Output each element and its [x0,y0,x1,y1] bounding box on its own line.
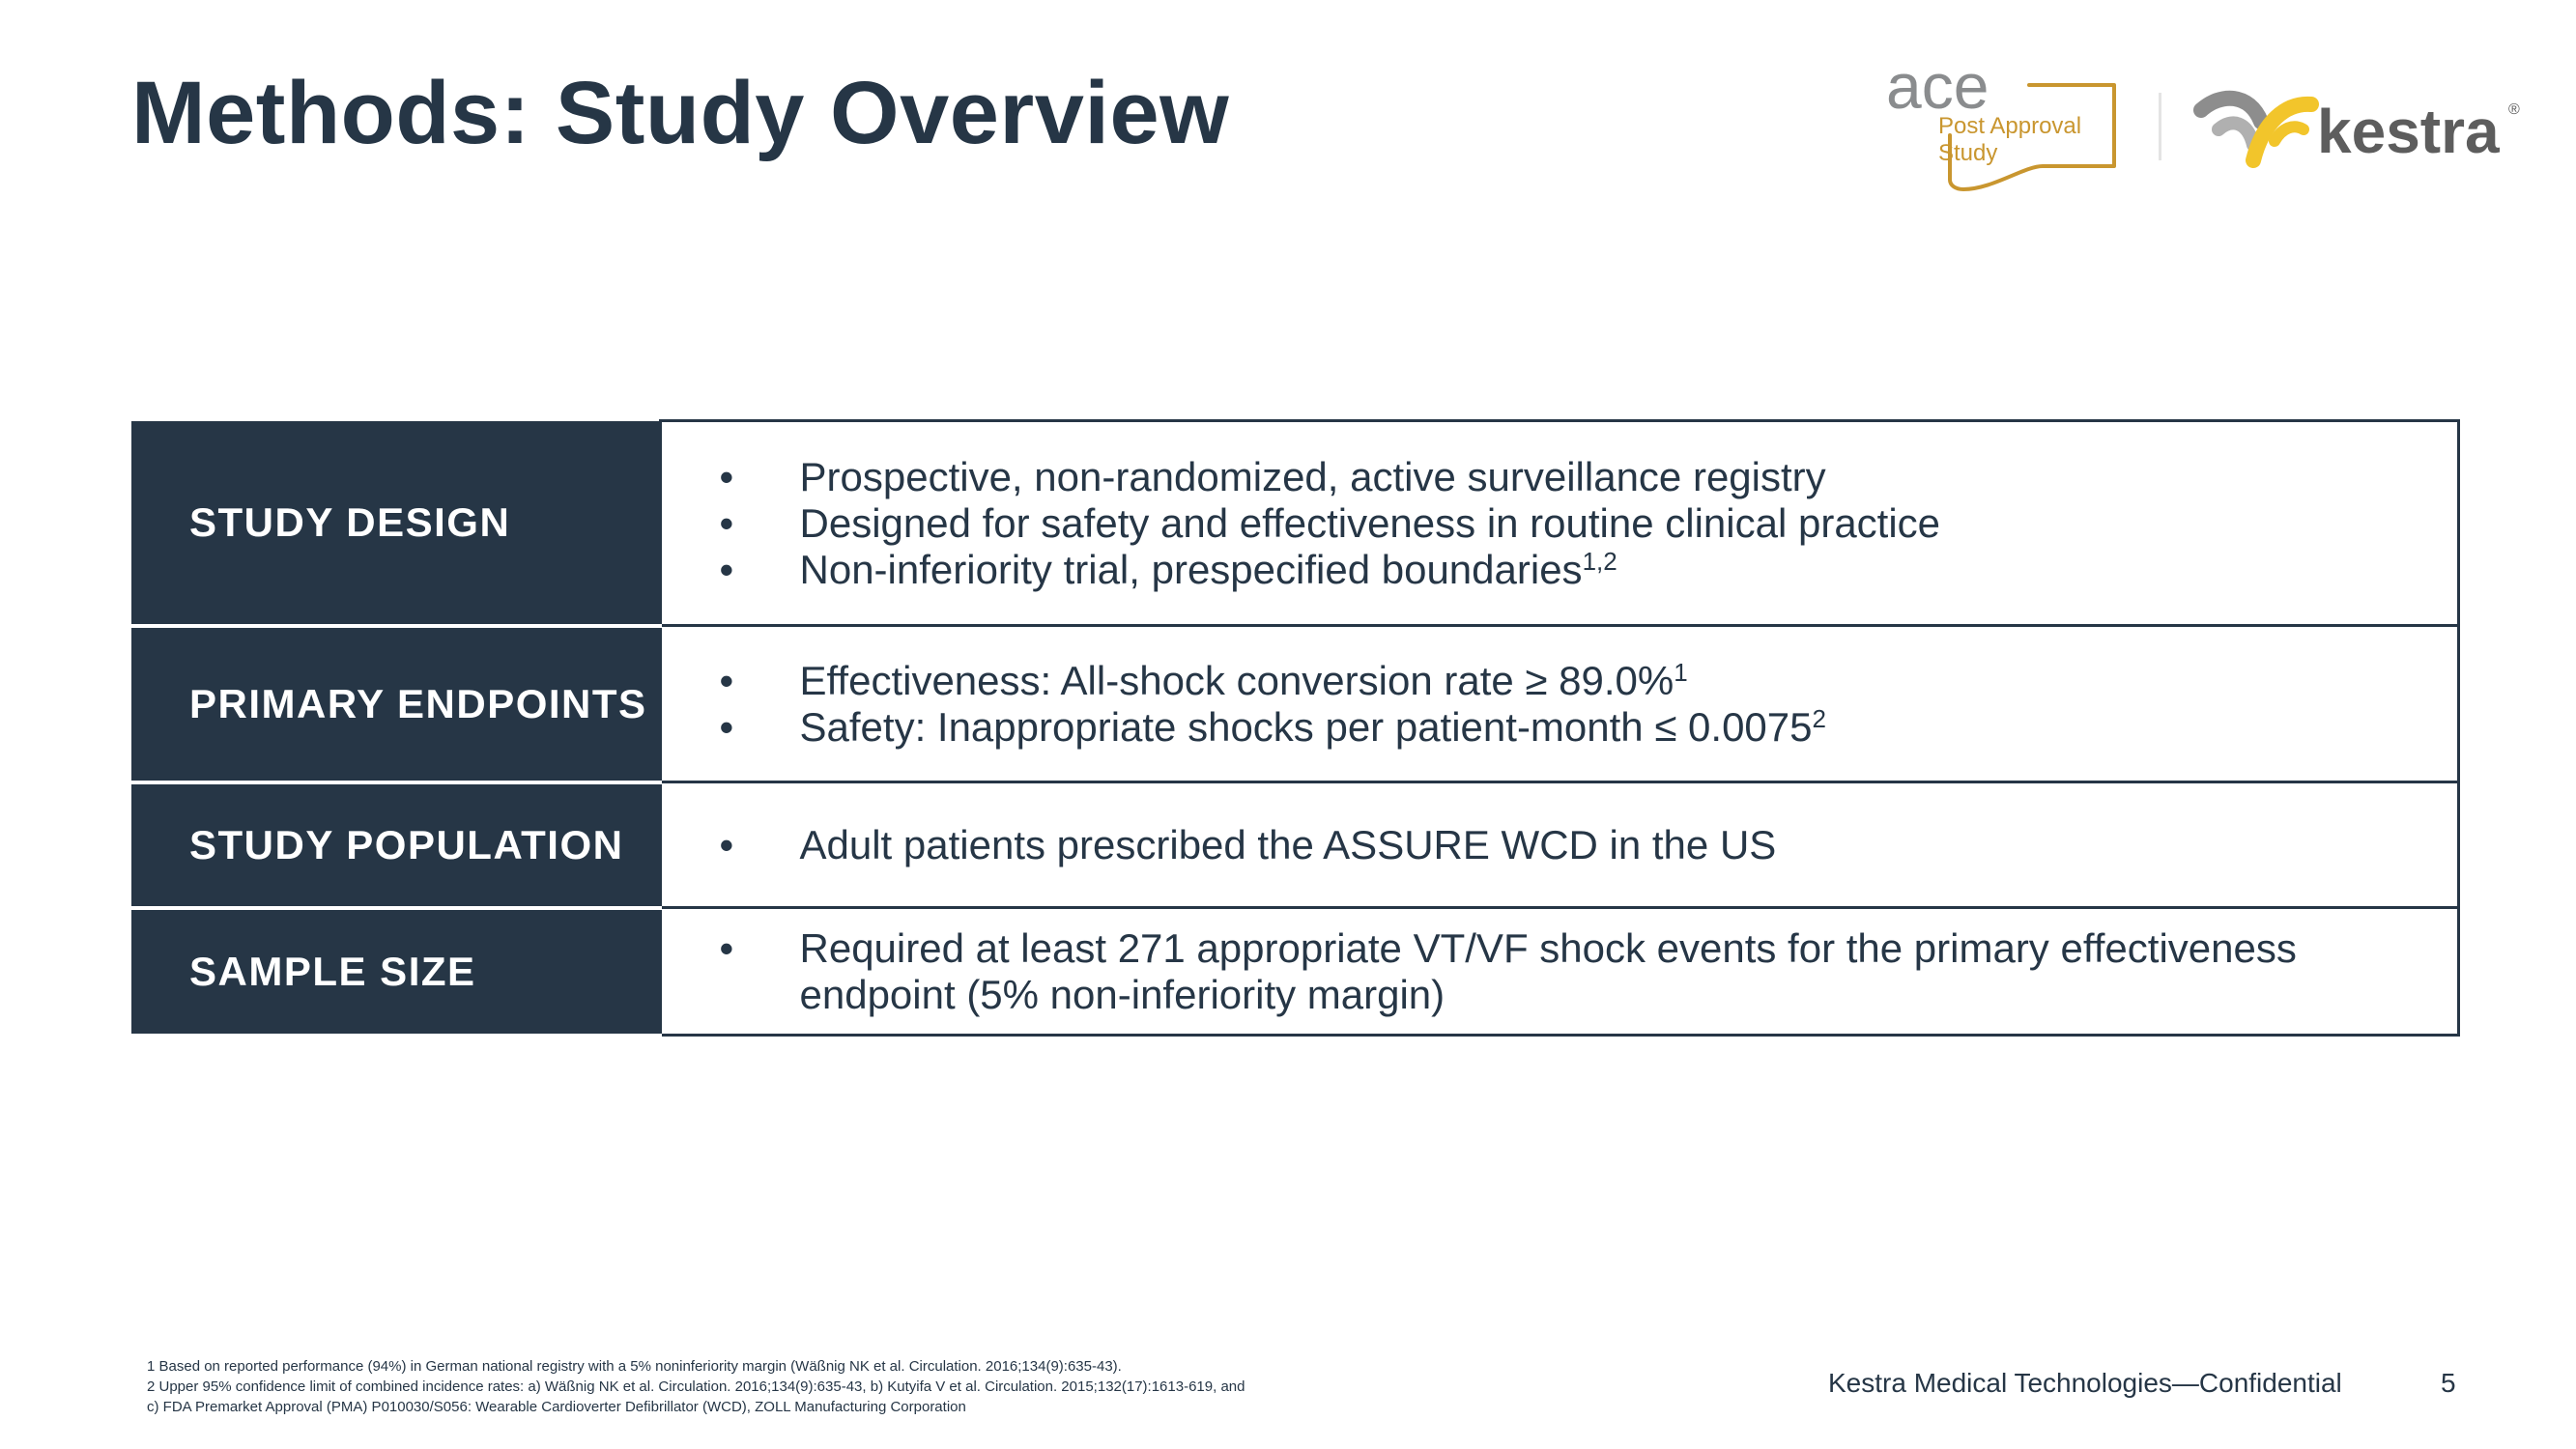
table-row-sample-size [131,908,2459,1036]
kestra-logo [2193,83,2522,170]
sample-size-label: SAMPLE SIZE [131,908,660,1036]
footnote-ref: 1 [1674,657,1688,687]
table-row-study-design [131,421,2459,626]
study-population-bullets [662,822,2458,868]
footnote-ref: 2 [1812,703,1826,733]
bullet-item: • Required at least 271 appropriate VT/VF shock events for the primary effectiveness endpoint (5% non-inferiority margin) [720,925,2419,1018]
ace-logo-line1: Post Approval [1938,113,2082,139]
bullet-item: • Effectiveness: All-shock conversion rate ≥ 89.0%$^1$ [720,658,2419,704]
kestra-wing-icon [2201,99,2311,160]
bullet-item: • Designed for safety and effectiveness in routine clinical practice [720,500,2419,547]
study-population-label: STUDY POPULATION [131,782,660,908]
kestra-logo-word: kestra [2317,97,2500,166]
confidential-notice: Kestra Medical Technologies—Confidential [1828,1368,2342,1398]
sample-size-content [660,908,2459,1036]
ace-logo-word: ace [1886,58,1989,122]
study-overview-table [131,419,2460,1037]
logo-divider [2159,93,2161,160]
ace-post-approval-study-logo [1884,58,2126,193]
sample-size-bullets [662,925,2458,1018]
bullet-item: • Non-inferiority trial, prespecified boundaries$^{1,2}$ [720,547,2419,593]
footnote-1: 1 Based on reported performance (94%) in German national registry with a 5% noninferiority margin (Wäßnig NK et al. Circulation. 2016;134(9):635-43). [147,1358,1122,1375]
study-design-bullets [662,454,2458,593]
footnotes [147,1356,1245,1417]
page-title: Methods: Study Overview [131,64,1230,162]
bullet-item: • Safety: Inappropriate shocks per patient-month ≤ $0.0075^2$ [720,704,2419,751]
ace-logo-line2: Study [1938,140,1998,166]
study-design-label: STUDY DESIGN [131,421,660,626]
footnote-3: c) FDA Premarket Approval (PMA) P010030/S056: Wearable Cardioverter Defibrillator (WCD), ZOLL Manufacturing Corporation [147,1399,966,1415]
table-row-primary-endpoints [131,626,2459,782]
primary-endpoints-label: PRIMARY ENDPOINTS [131,626,660,782]
kestra-registered-mark: ® [2508,101,2520,118]
footnote-ref: 1,2 [1582,546,1617,576]
primary-endpoints-content [660,626,2459,782]
bullet-item: • Prospective, non-randomized, active surveillance registry [720,454,2419,500]
bullet-item: • Adult patients prescribed the ASSURE WCD in the US [720,822,2419,868]
study-design-content [660,421,2459,626]
page-number: 5 [2441,1368,2456,1398]
study-population-content [660,782,2459,908]
table-row-study-population [131,782,2459,908]
primary-endpoints-bullets [662,658,2458,751]
footnote-2: 2 Upper 95% confidence limit of combined incidence rates: a) Wäßnig NK et al. Circulation. 2016;134(9):635-43, b) Kutyifa V et al. Circulation. 2015;132(17):1613-619, and [147,1378,1245,1395]
